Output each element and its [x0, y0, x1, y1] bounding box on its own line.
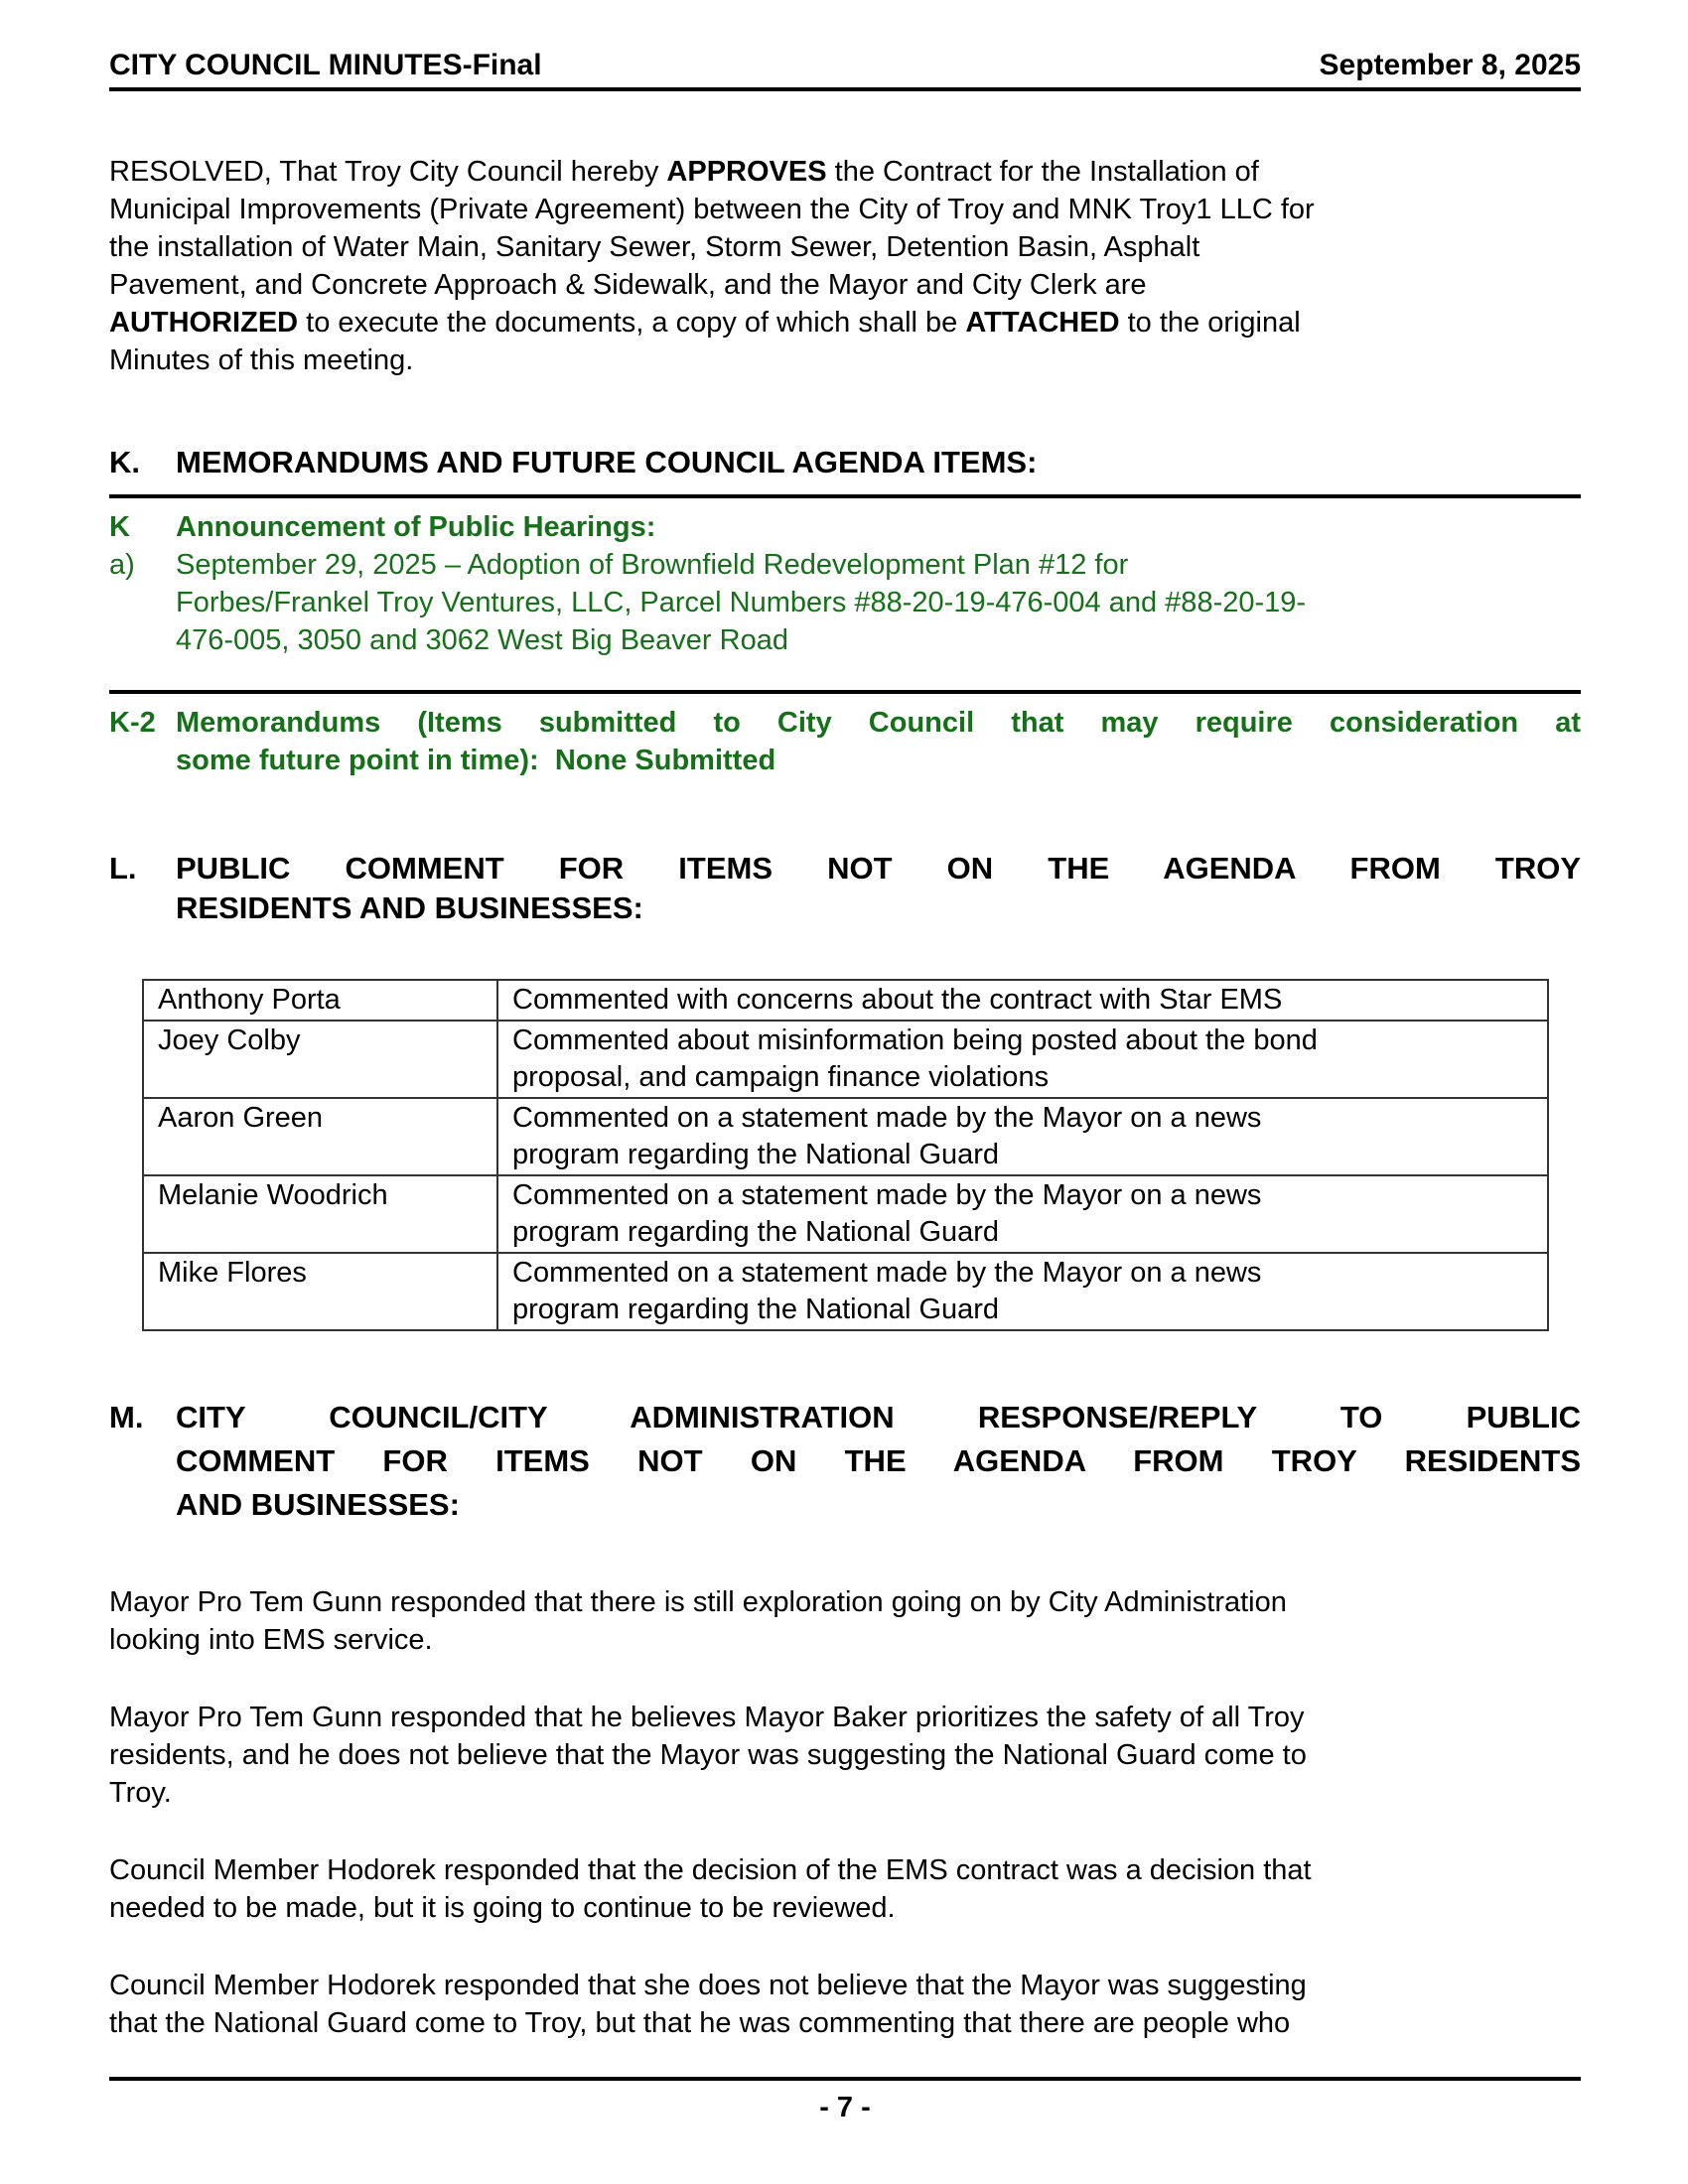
comment-cell: Commented on a statement made by the Mayor on a news program regarding the National Guard	[497, 1098, 1548, 1175]
header-date: September 8, 2025	[1319, 49, 1581, 81]
document-header	[109, 48, 1581, 91]
section-l-title: PUBLIC COMMENT FOR ITEMS NOT ON THE AGENDA FROM TROY RESIDENTS AND BUSINESSES:	[176, 851, 1581, 925]
name-cell: Mike Flores	[143, 1253, 497, 1330]
name-cell: Joey Colby	[143, 1021, 497, 1098]
name-cell: Anthony Porta	[143, 980, 497, 1021]
announcement-title: Announcement of Public Hearings:	[176, 511, 656, 543]
public-comment-table	[142, 979, 1549, 1331]
table-row	[143, 1175, 1548, 1253]
name-cell: Aaron Green	[143, 1098, 497, 1175]
section-m-title: CITY COUNCIL/CITY ADMINISTRATION RESPONSE/REPLY TO PUBLIC COMMENT FOR ITEMS NOT ON THE AGENDA FROM TROY RESIDENTS AND BUSINESSES:	[176, 1400, 1581, 1522]
name-cell: Melanie Woodrich	[143, 1175, 497, 1253]
memorandums-row	[109, 704, 1581, 779]
table-row	[143, 980, 1548, 1021]
response-paragraph: Council Member Hodorek responded that she does not believe that the Mayor was suggesting that the National Guard come to Troy, but that he was commenting that there are people who	[109, 1970, 1307, 2039]
comment-cell: Commented on a statement made by the Mayor on a news program regarding the National Guard	[497, 1175, 1548, 1253]
memorandums-title: Memorandums (Items submitted to City Council that may require consideration at some future point in time): None Submitted	[176, 707, 1581, 776]
announcement-heading	[109, 508, 1581, 546]
comment-cell: Commented on a statement made by the Mayor on a news program regarding the National Guard	[497, 1253, 1548, 1330]
announcement-item-text: September 29, 2025 – Adoption of Brownfield Redevelopment Plan #12 for Forbes/Frankel Troy Ventures, LLC, Parcel Numbers #88-20-19-476-004 and #88-20-19- 476-005, 3050 and 3062 West Big Beaver Road	[176, 549, 1307, 656]
resolution-paragraph: RESOLVED, That Troy City Council hereby APPROVES the Contract for the Installation of Municipal Improvements (Private Agreement) between the City of Troy and MNK Troy1 LLC for the installation of Water Main, Sanitary Sewer, Storm Sewer, Detention Basin, Asphalt Pavement, and Concrete Approach & Sidewalk, and the Mayor and City Clerk are AUTHORIZED to execute the documents, a copy of which shall be ATTACHED to the original Minutes of this meeting.	[109, 156, 1315, 376]
section-k-label: K.	[109, 445, 140, 479]
section-l-label: L.	[109, 851, 137, 886]
document-footer	[109, 2077, 1581, 2126]
section-m-heading	[109, 1396, 1581, 1527]
section-m-label: M.	[109, 1400, 144, 1434]
announcement-label: K	[109, 511, 130, 543]
response-paragraph: Mayor Pro Tem Gunn responded that he believes Mayor Baker prioritizes the safety of all Troy residents, and he does not believe that the Mayor was suggesting the National Guard come to Troy.	[109, 1702, 1307, 1809]
response-paragraph: Mayor Pro Tem Gunn responded that there is still exploration going on by City Administration looking into EMS service.	[109, 1586, 1287, 1656]
divider-rule	[109, 494, 1581, 498]
section-k-title: MEMORANDUMS AND FUTURE COUNCIL AGENDA ITEMS:	[176, 445, 1038, 479]
announcement-item-label: a)	[109, 549, 135, 581]
section-k-heading	[109, 443, 1581, 482]
comment-cell: Commented with concerns about the contract with Star EMS	[497, 980, 1548, 1021]
table-row	[143, 1253, 1548, 1330]
divider-rule	[109, 690, 1581, 694]
page-number: - 7 -	[819, 2092, 871, 2123]
announcement-item	[109, 546, 1581, 659]
section-l-heading	[109, 849, 1581, 928]
header-title: CITY COUNCIL MINUTES-Final	[109, 49, 542, 81]
comment-cell: Commented about misinformation being posted about the bond proposal, and campaign finance violations	[497, 1021, 1548, 1098]
memorandums-label: K-2	[109, 707, 156, 739]
table-row	[143, 1098, 1548, 1175]
response-paragraph: Council Member Hodorek responded that the decision of the EMS contract was a decision that needed to be made, but it is going to continue to be reviewed.	[109, 1854, 1312, 1924]
table-row	[143, 1021, 1548, 1098]
